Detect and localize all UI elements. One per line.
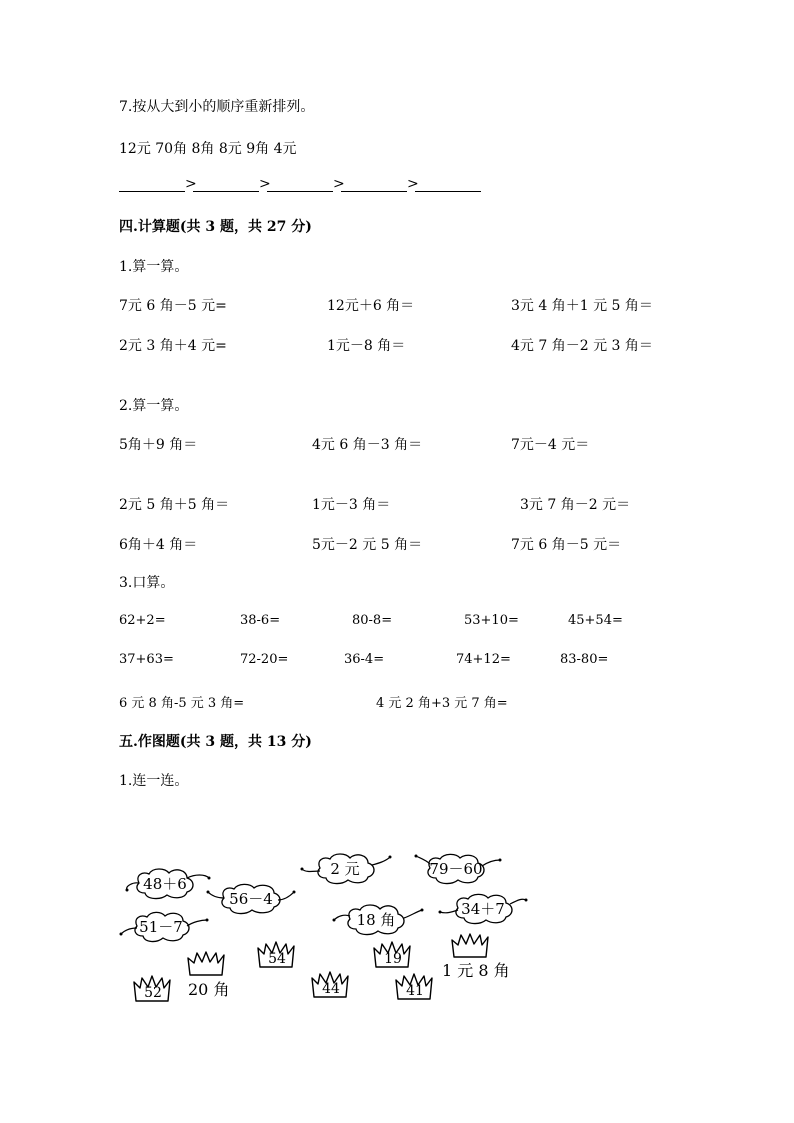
s4-p2-expr: 7元－4 元＝ bbox=[511, 437, 590, 453]
cloud-label: 56－4 bbox=[229, 889, 273, 908]
s4-p2-expr: 2元 5 角＋5 角＝ bbox=[119, 497, 230, 513]
s4-p3-title: 3.口算。 bbox=[119, 575, 175, 591]
s4-p1-expr: 7元 6 角－5 元= bbox=[119, 298, 227, 314]
grass-shape bbox=[186, 950, 228, 976]
grass-tuft[interactable] bbox=[256, 940, 298, 968]
cloud-tag[interactable] bbox=[452, 892, 514, 924]
q7-items: 12元 70角 8角 8元 9角 4元 bbox=[119, 141, 297, 157]
section5-heading: 五.作图题(共 3 题，共 13 分) bbox=[119, 734, 312, 750]
answer-blank-3[interactable] bbox=[267, 177, 333, 192]
s4-p2-expr: 6角＋4 角＝ bbox=[119, 537, 198, 553]
s4-p3-expr: 45+54= bbox=[568, 613, 623, 628]
s4-p1-expr: 12元＋6 角＝ bbox=[327, 298, 415, 314]
s4-p3-expr: 53+10= bbox=[464, 613, 519, 628]
cloud-label: 2 元 bbox=[330, 859, 360, 878]
grass-label: 54 bbox=[268, 951, 286, 967]
s4-p1-expr: 1元－8 角＝ bbox=[327, 338, 406, 354]
s4-p3-expr: 6 元 8 角-5 元 3 角= bbox=[119, 696, 245, 711]
gt-sign: > bbox=[407, 176, 419, 192]
s4-p3-expr: 37+63= bbox=[119, 652, 174, 667]
cloud-tag[interactable] bbox=[133, 866, 197, 900]
answer-blank-4[interactable] bbox=[341, 177, 407, 192]
s4-p1-expr: 2元 3 角＋4 元= bbox=[119, 338, 227, 354]
grass-tuft[interactable] bbox=[372, 940, 414, 968]
s4-p1-expr: 3元 4 角＋1 元 5 角＝ bbox=[511, 298, 653, 314]
s4-p2-expr: 1元－3 角＝ bbox=[312, 497, 391, 513]
cloud-label: 79－60 bbox=[429, 859, 483, 878]
grass-shape bbox=[450, 932, 492, 958]
s4-p1-expr: 4元 7 角－2 元 3 角＝ bbox=[511, 338, 653, 354]
plain-label: 20 角 bbox=[188, 980, 230, 999]
grass-tuft[interactable] bbox=[310, 970, 352, 998]
s4-p3-expr: 36-4= bbox=[344, 652, 385, 667]
gt-sign: > bbox=[259, 176, 271, 192]
s4-p3-expr: 4 元 2 角+3 元 7 角= bbox=[376, 696, 508, 711]
answer-blank-5[interactable] bbox=[415, 177, 481, 192]
cloud-tag[interactable] bbox=[424, 852, 488, 884]
grass-label: 19 bbox=[384, 951, 402, 967]
s4-p2-expr: 3元 7 角－2 元＝ bbox=[520, 497, 631, 513]
grass-label: 41 bbox=[406, 983, 424, 999]
cloud-label: 18 角 bbox=[356, 910, 396, 929]
cloud-tag[interactable] bbox=[344, 902, 408, 936]
q7-title: 7.按从大到小的顺序重新排列。 bbox=[119, 99, 315, 115]
cloud-label: 34＋7 bbox=[461, 899, 505, 918]
plain-label: 1 元 8 角 bbox=[442, 961, 510, 980]
s4-p3-expr: 72-20= bbox=[240, 652, 289, 667]
cloud-tag[interactable] bbox=[218, 882, 284, 914]
s4-p3-expr: 74+12= bbox=[456, 652, 511, 667]
grass-tuft[interactable] bbox=[132, 974, 174, 1002]
s4-p3-expr: 62+2= bbox=[119, 613, 166, 628]
grass-tuft-empty[interactable] bbox=[450, 932, 492, 958]
grass-tuft-empty[interactable] bbox=[186, 950, 228, 976]
grass-label: 44 bbox=[322, 981, 340, 997]
s4-p2-expr: 5角＋9 角＝ bbox=[119, 437, 198, 453]
s4-p2-expr: 7元 6 角－5 元＝ bbox=[511, 537, 622, 553]
q7-answer-blanks bbox=[119, 176, 481, 192]
s4-p3-expr: 83-80= bbox=[560, 652, 609, 667]
cloud-label: 51－7 bbox=[139, 917, 183, 936]
gt-sign: > bbox=[185, 176, 197, 192]
cloud-tag[interactable] bbox=[131, 910, 191, 942]
cloud-tag[interactable] bbox=[314, 851, 376, 885]
grass-label: 52 bbox=[144, 985, 162, 1001]
grass-tuft[interactable] bbox=[394, 972, 436, 1000]
s4-p1-title: 1.算一算。 bbox=[119, 259, 189, 275]
answer-blank-1[interactable] bbox=[119, 177, 185, 192]
answer-blank-2[interactable] bbox=[193, 177, 259, 192]
section4-heading: 四.计算题(共 3 题，共 27 分) bbox=[119, 219, 312, 235]
s4-p3-expr: 80-8= bbox=[352, 613, 393, 628]
cloud-label: 48＋6 bbox=[143, 874, 187, 893]
s4-p2-expr: 5元－2 元 5 角＝ bbox=[312, 537, 423, 553]
s4-p3-expr: 38-6= bbox=[240, 613, 281, 628]
s5-p1-title: 1.连一连。 bbox=[119, 773, 189, 789]
s4-p2-title: 2.算一算。 bbox=[119, 398, 189, 414]
gt-sign: > bbox=[333, 176, 345, 192]
s4-p2-expr: 4元 6 角－3 角＝ bbox=[312, 437, 423, 453]
